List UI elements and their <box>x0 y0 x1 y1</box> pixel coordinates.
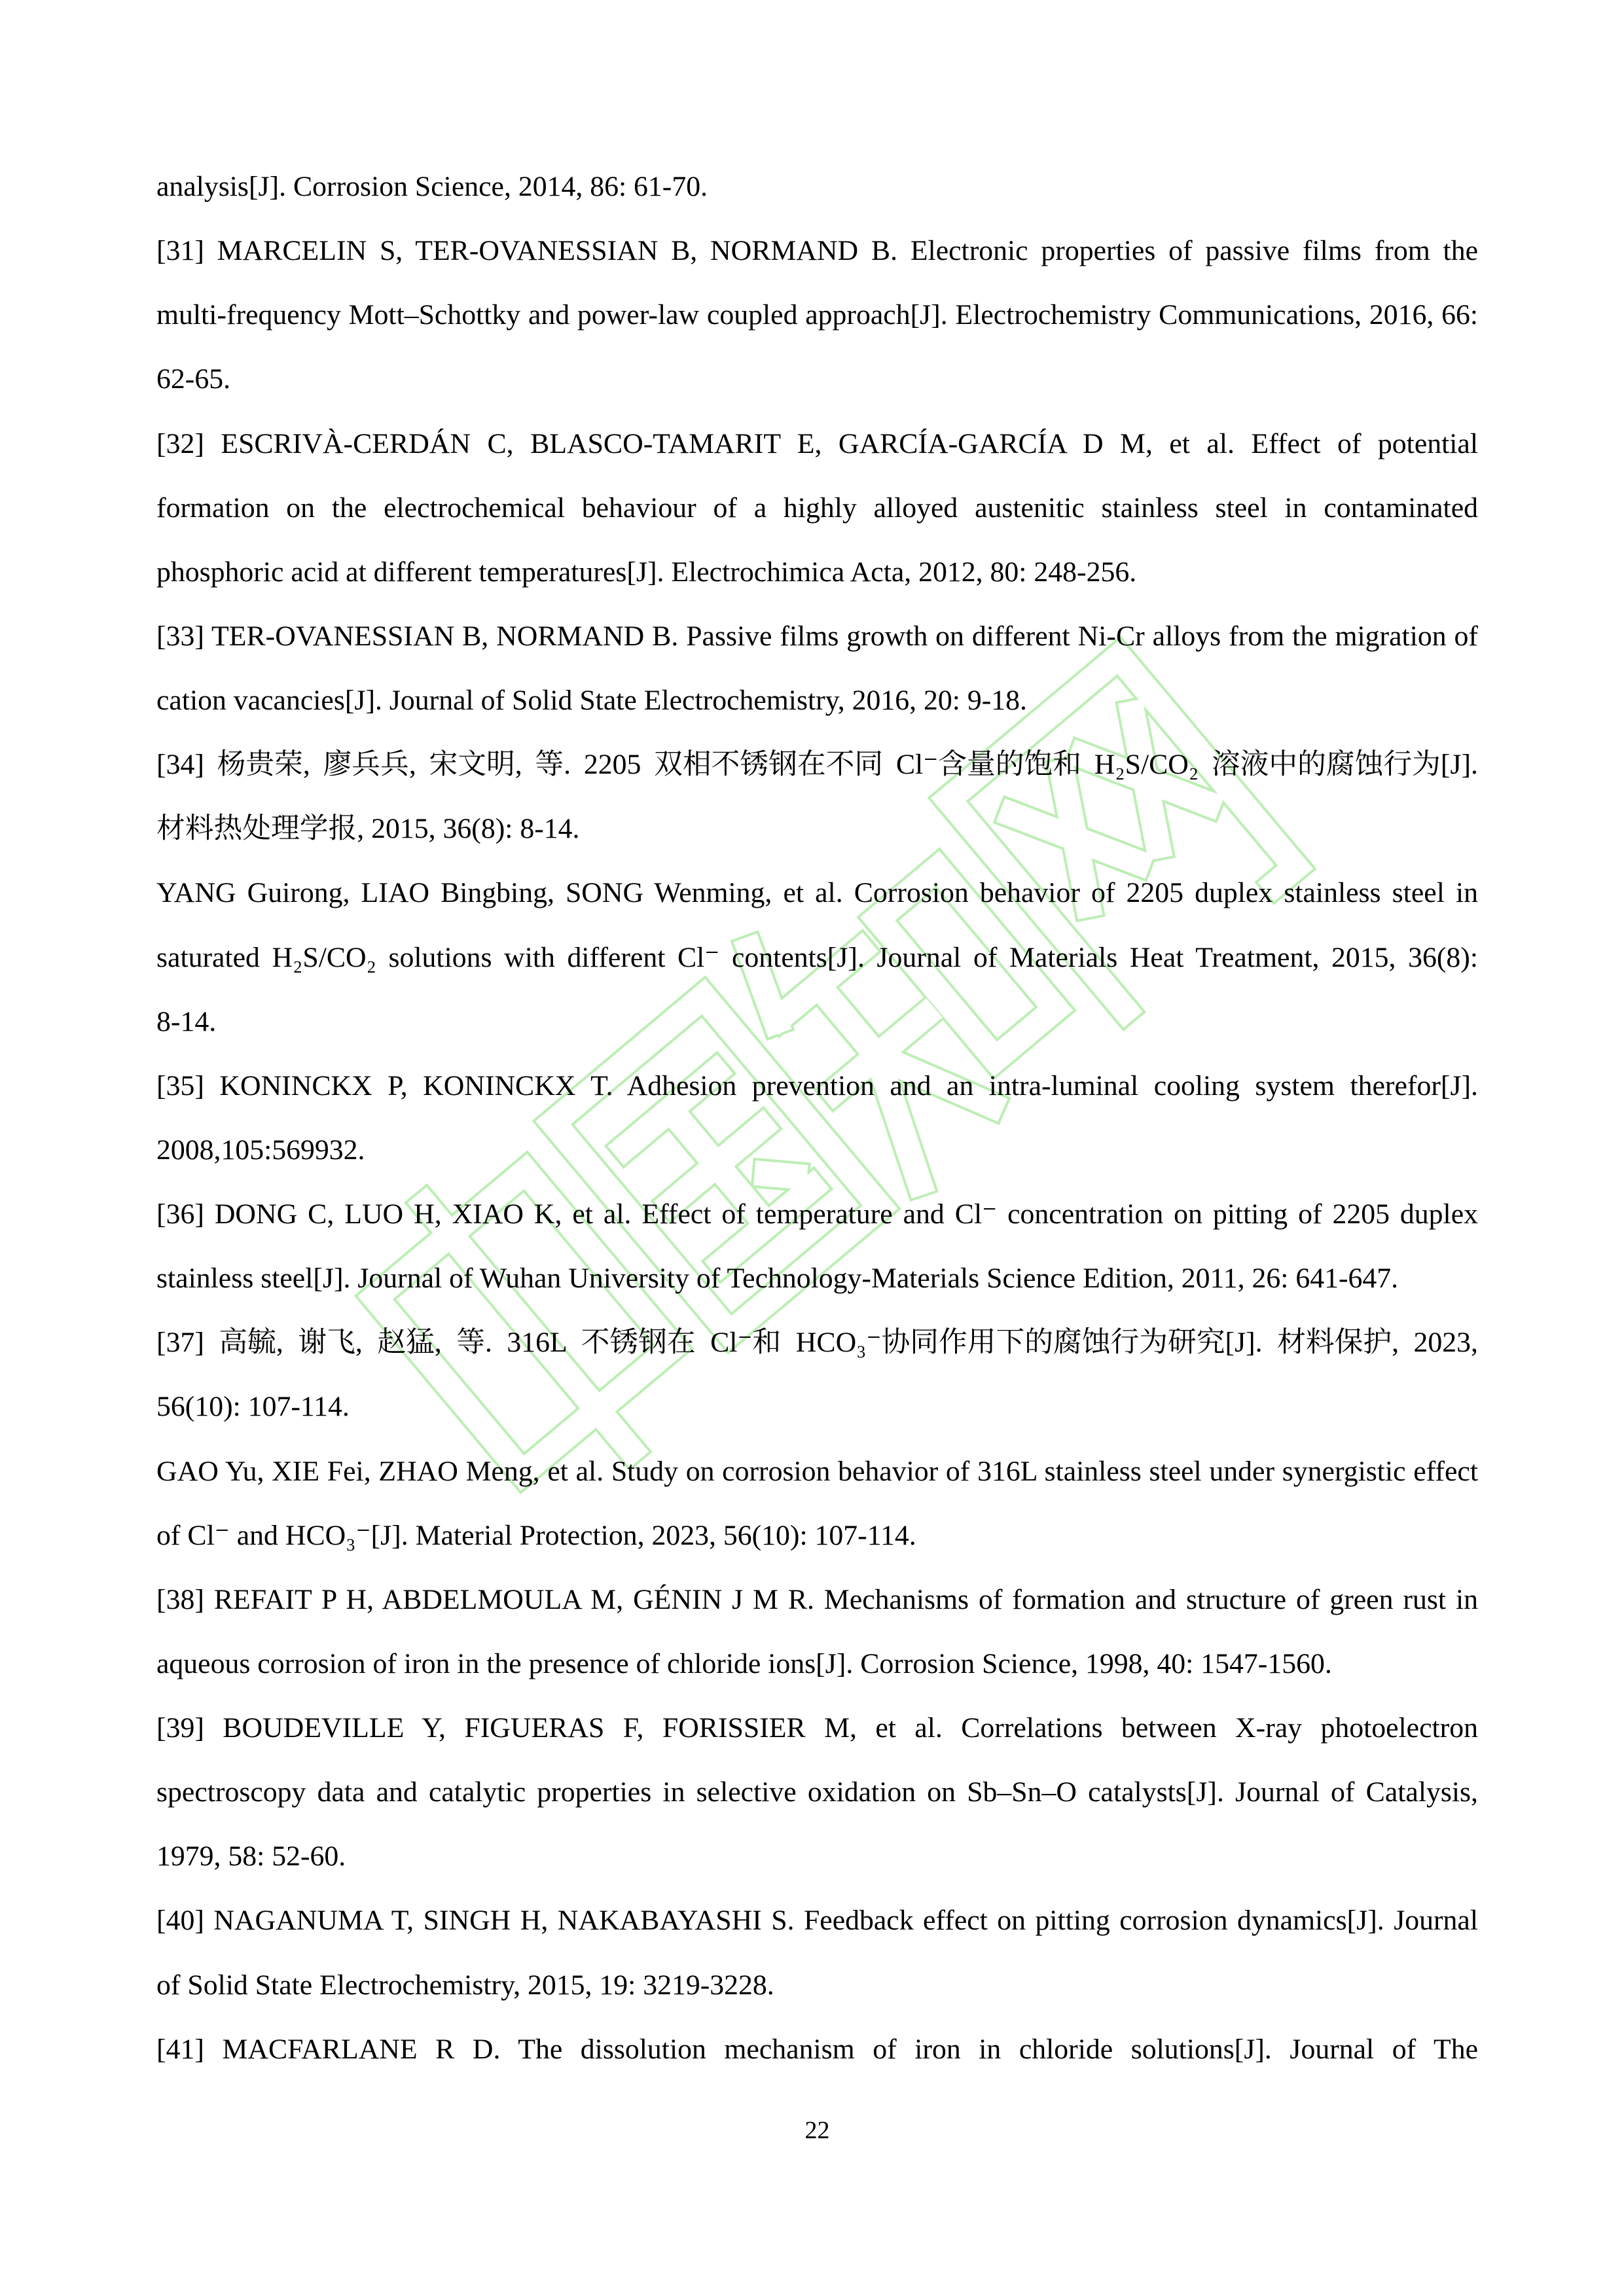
reference-line: 62-65. <box>156 363 231 395</box>
reference-entry <box>156 1888 1478 2017</box>
reference-paragraph <box>156 1054 1478 1182</box>
reference-line: stainless steel[J]. Journal of Wuhan University of Technology-Materials Science Edition, 2011, 26: 641-647. <box>156 1263 1399 1295</box>
reference-line: [32] ESCRIVÀ-CERDÁN C, BLASCO-TAMARIT E, GARCÍA-GARCÍA D M, et al. Effect of potential <box>156 427 1478 459</box>
reference-line: of Cl⁻ and HCO₃⁻[J]. Material Protection, 2023, 56(10): 107-114. <box>156 1519 916 1551</box>
reference-entry <box>156 219 1478 411</box>
reference-paragraph <box>156 412 1478 604</box>
reference-line: [35] KONINCKX P, KONINCKX T. Adhesion prevention and an intra-luminal cooling system therefor[J]. <box>156 1069 1478 1102</box>
reference-paragraph <box>156 1182 1478 1310</box>
reference-entry <box>156 1182 1478 1310</box>
reference-list <box>156 154 1478 2081</box>
reference-line: YANG Guirong, LIAO Bingbing, SONG Wenming, et al. Corrosion behavior of 2205 duplex stainless steel in <box>156 877 1478 909</box>
reference-paragraph <box>156 154 1478 219</box>
reference-paragraph <box>156 1568 1478 1696</box>
reference-line: [34] 杨贵荣, 廖兵兵, 宋文明, 等. 2205 双相不锈钢在不同 Cl⁻含量的饱和 H₂S/CO₂ 溶液中的腐蚀行为[J]. <box>156 749 1478 781</box>
reference-line: [38] REFAIT P H, ABDELMOULA M, GÉNIN J M R. Mechanisms of formation and structure of green rust in <box>156 1583 1478 1615</box>
reference-line: 56(10): 107-114. <box>156 1391 350 1423</box>
reference-paragraph <box>156 219 1478 411</box>
reference-line: 材料热处理学报, 2015, 36(8): 8-14. <box>156 813 580 845</box>
page-number: 22 <box>804 2117 830 2144</box>
reference-paragraph-english <box>156 861 1478 1053</box>
reference-line: GAO Yu, XIE Fei, ZHAO Meng, et al. Study on corrosion behavior of 316L stainless steel under synergistic effect <box>156 1455 1478 1487</box>
reference-line: 2008,105:569932. <box>156 1134 365 1166</box>
reference-entry <box>156 1310 1478 1568</box>
reference-entry <box>156 412 1478 604</box>
reference-line: [39] BOUDEVILLE Y, FIGUERAS F, FORISSIER M, et al. Correlations between X-ray photoelectron <box>156 1712 1478 1744</box>
reference-line: formation on the electrochemical behaviour of a highly alloyed austenitic stainless steel in contaminated <box>156 492 1478 524</box>
reference-entry <box>156 1696 1478 1888</box>
reference-paragraph <box>156 1696 1478 1888</box>
reference-paragraph-chinese <box>156 1310 1478 1439</box>
reference-line: 8-14. <box>156 1005 217 1037</box>
reference-paragraph <box>156 604 1478 732</box>
reference-paragraph-english <box>156 1439 1478 1568</box>
reference-line: [31] MARCELIN S, TER-OVANESSIAN B, NORMAND B. Electronic properties of passive films from the <box>156 235 1478 267</box>
reference-entry <box>156 2017 1478 2081</box>
reference-entry <box>156 1568 1478 1696</box>
reference-paragraph <box>156 2017 1478 2081</box>
reference-line: cation vacancies[J]. Journal of Solid State Electrochemistry, 2016, 20: 9-18. <box>156 685 1027 716</box>
reference-line: [40] NAGANUMA T, SINGH H, NAKABAYASHI S. Feedback effect on pitting corrosion dynamics[J]. Journal <box>156 1905 1478 1937</box>
reference-entry <box>156 154 1478 219</box>
reference-line: spectroscopy data and catalytic properties in selective oxidation on Sb–Sn–O catalysts[J]. Journal of Catalysis, <box>156 1776 1478 1808</box>
reference-entry <box>156 1054 1478 1182</box>
reference-line: [36] DONG C, LUO H, XIAO K, et al. Effect of temperature and Cl⁻ concentration on pitting of 2205 duplex <box>156 1198 1478 1230</box>
reference-paragraph-chinese <box>156 732 1478 861</box>
reference-entry <box>156 604 1478 732</box>
reference-line: [33] TER-OVANESSIAN B, NORMAND B. Passive films growth on different Ni-Cr alloys from the migration of <box>156 620 1478 652</box>
reference-line: 1979, 58: 52-60. <box>156 1840 346 1873</box>
reference-line: [37] 高毓, 谢飞, 赵猛, 等. 316L 不锈钢在 Cl⁻和 HCO₃⁻协同作用下的腐蚀行为研究[J]. 材料保护, 2023, <box>156 1327 1478 1359</box>
reference-paragraph <box>156 1888 1478 2017</box>
reference-entry <box>156 732 1478 1054</box>
reference-line: phosphoric acid at different temperatures[J]. Electrochimica Acta, 2012, 80: 248-256. <box>156 556 1137 588</box>
reference-line: multi-frequency Mott–Schottky and power-law coupled approach[J]. Electrochemistry Communications, 2016, 66: <box>156 299 1478 331</box>
reference-line: analysis[J]. Corrosion Science, 2014, 86: 61-70. <box>156 171 708 202</box>
reference-line: aqueous corrosion of iron in the presence of chloride ions[J]. Corrosion Science, 1998, 40: 1547-1560. <box>156 1647 1332 1679</box>
reference-line: saturated H₂S/CO₂ solutions with different Cl⁻ contents[J]. Journal of Materials Heat Treatment, 2015, 36(8): <box>156 941 1478 973</box>
reference-line: of Solid State Electrochemistry, 2015, 19: 3219-3228. <box>156 1969 774 2001</box>
reference-line: [41] MACFARLANE R D. The dissolution mechanism of iron in chloride solutions[J]. Journal of The <box>156 2033 1478 2065</box>
